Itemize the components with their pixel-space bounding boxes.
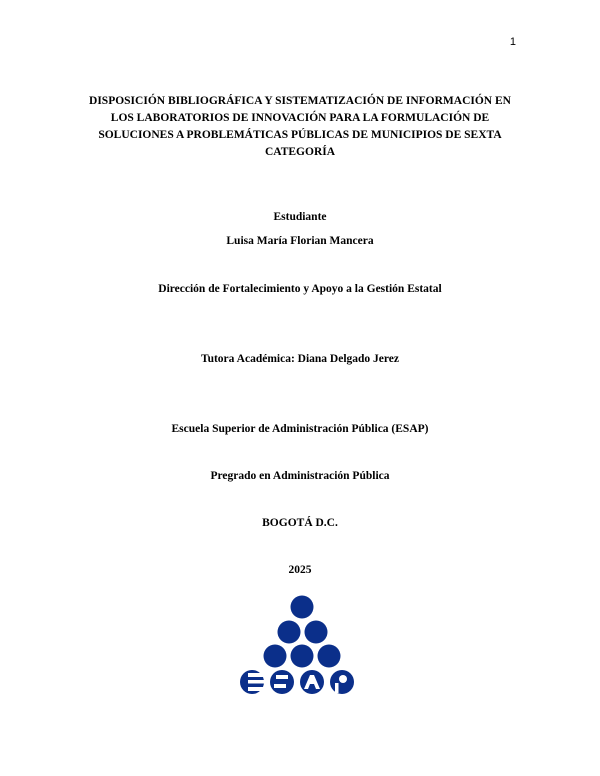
page-number: 1 (509, 36, 516, 48)
year: 2025 (288, 564, 312, 576)
esap-logo-graphic (236, 594, 366, 698)
esap-logo (236, 594, 366, 698)
directorate: Dirección de Fortalecimiento y Apoyo a la Gestión Estatal (158, 283, 442, 295)
student-name: Luisa María Florian Mancera (226, 235, 374, 247)
document-title: DISPOSICIÓN BIBLIOGRÁFICA Y SISTEMATIZACIÓN DE INFORMACIÓN EN LOS LABORATORIOS DE INNOVACIÓN PARA LA FORMULACIÓN DE SOLUCIONES A PROBLEMÁTICAS PÚBLICAS DE MUNICIPIOS DE SEXTA CATEGORÍA (89, 95, 511, 158)
tutor: Tutora Académica: Diana Delgado Jerez (200, 353, 400, 365)
city: BOGOTÁ D.C. (262, 517, 338, 529)
program: Pregrado en Administración Pública (210, 470, 390, 482)
school: Escuela Superior de Administración Pública (ESAP) (171, 423, 429, 435)
student-label: Estudiante (273, 211, 327, 223)
